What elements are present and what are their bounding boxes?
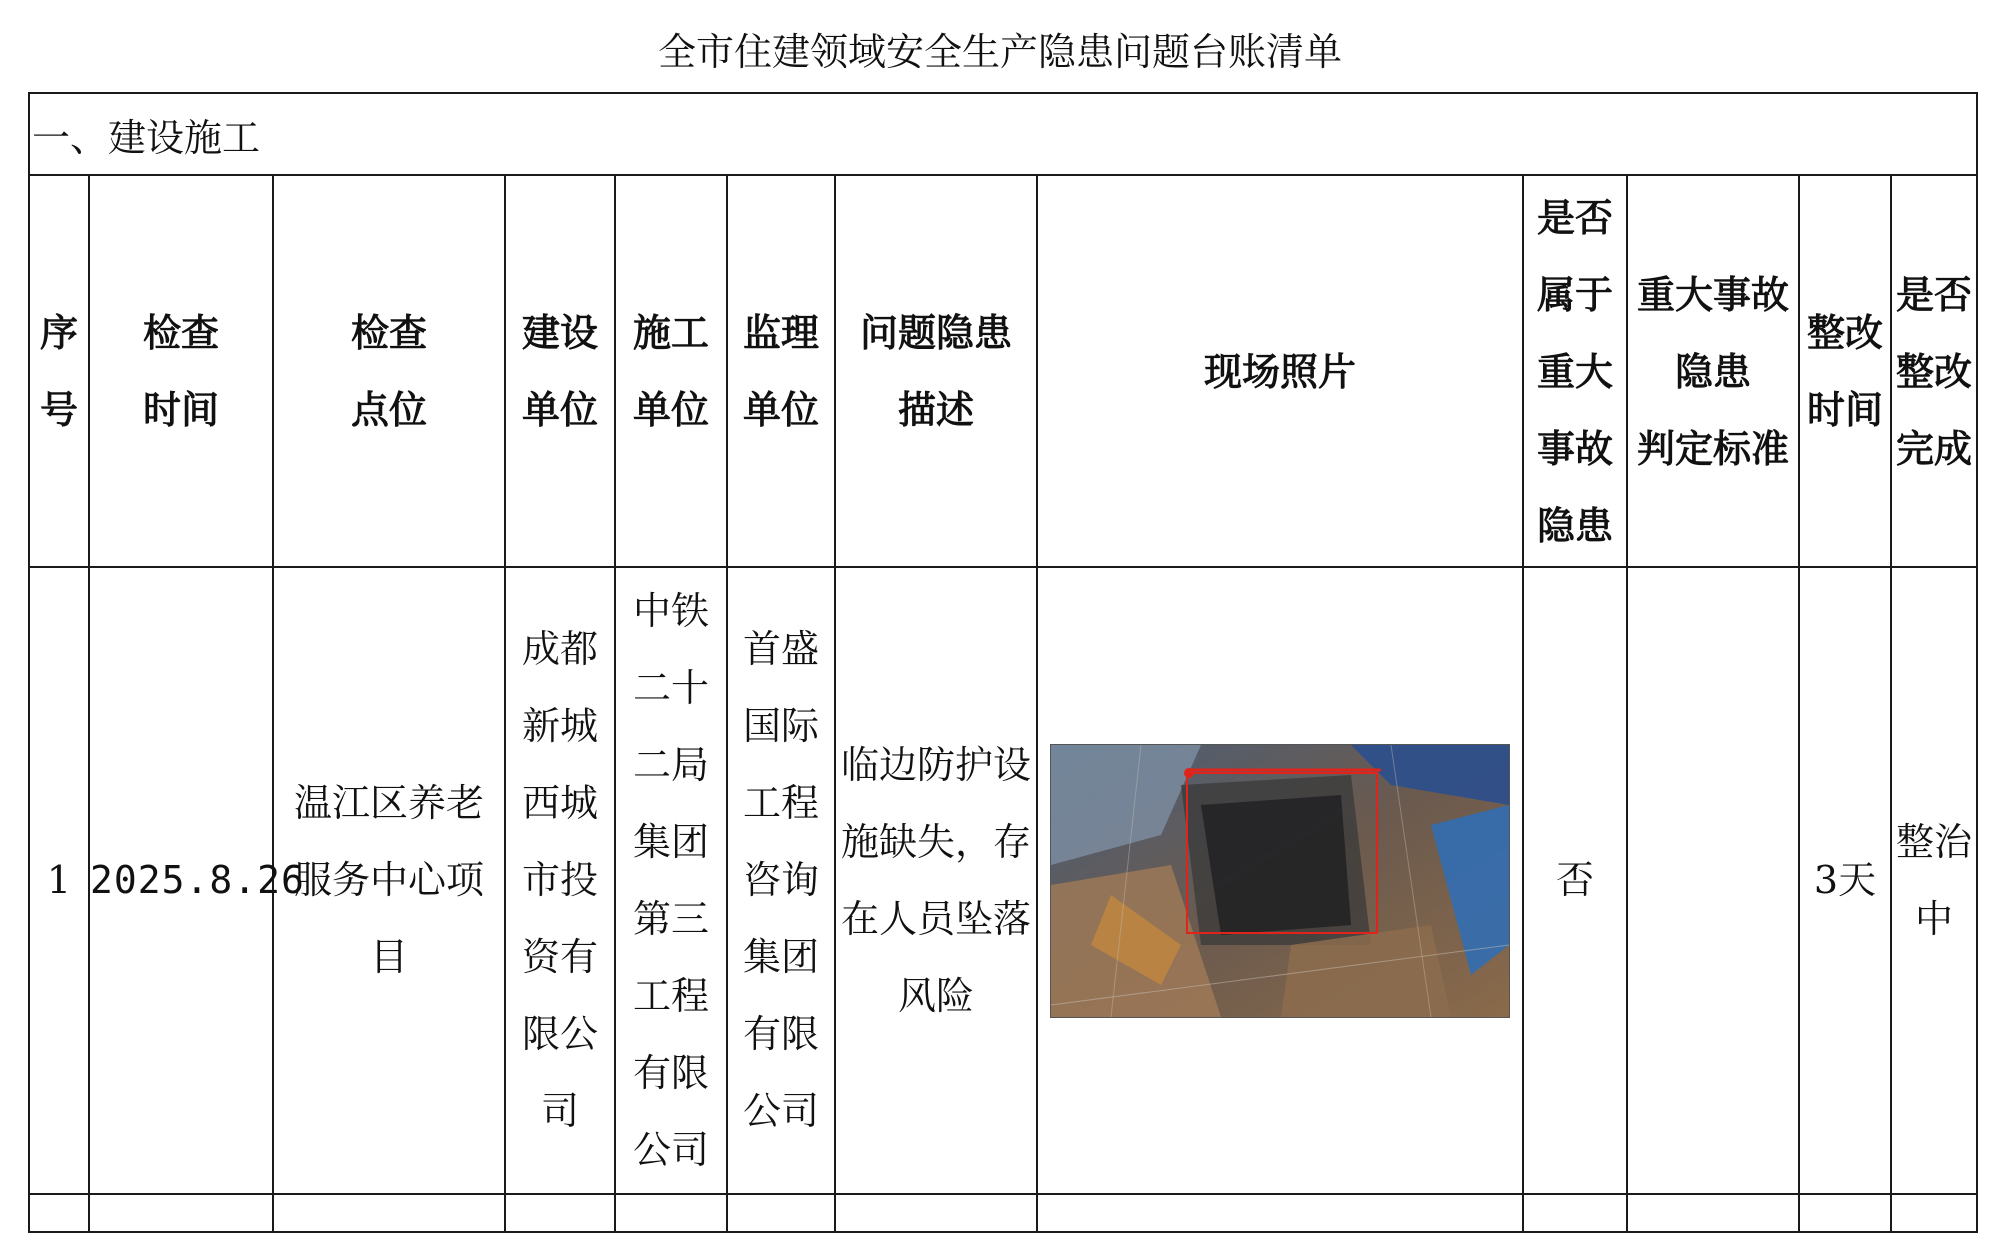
cell-check-location: 温江区养老 服务中心项 目 — [273, 567, 505, 1194]
cell-rectify-time: 3天 — [1799, 567, 1891, 1194]
header-seq: 序 号 — [29, 175, 89, 567]
cell-supervisor: 首盛 国际 工程 咨询 集团 有限 公司 — [727, 567, 835, 1194]
cell-completed: 整治 中 — [1891, 567, 1977, 1194]
cell-photo — [1037, 567, 1523, 1194]
header-completed: 是否 整改 完成 — [1891, 175, 1977, 567]
cell-builder: 成都 新城 西城 市投 资有 限公 司 — [505, 567, 615, 1194]
cell-is-major: 否 — [1523, 567, 1627, 1194]
header-check-location: 检查 点位 — [273, 175, 505, 567]
header-major-standard: 重大事故 隐患 判定标准 — [1627, 175, 1799, 567]
cell-description: 临边防护设 施缺失，存 在人员坠落 风险 — [835, 567, 1037, 1194]
cell-major-standard — [1627, 567, 1799, 1194]
header-contractor: 施工 单位 — [615, 175, 727, 567]
cell-seq: 1 — [29, 567, 89, 1194]
header-supervisor: 监理 单位 — [727, 175, 835, 567]
header-rectify-time: 整改 时间 — [1799, 175, 1891, 567]
header-description: 问题隐患 描述 — [835, 175, 1037, 567]
header-row — [29, 175, 1977, 567]
header-photo: 现场照片 — [1037, 175, 1523, 567]
hazard-ledger-table — [28, 92, 1978, 1233]
document-title: 全市住建领域安全生产隐患问题台账清单 — [657, 30, 1342, 74]
cell-contractor: 中铁 二十 二局 集团 第三 工程 有限 公司 — [615, 567, 727, 1194]
cell-check-time: 2025.8.26 — [89, 567, 273, 1194]
table-row — [29, 567, 1977, 1194]
table-row-next-partial — [29, 1194, 1977, 1232]
section-row — [29, 93, 1977, 175]
header-check-time: 检查 时间 — [89, 175, 273, 567]
header-builder: 建设 单位 — [505, 175, 615, 567]
header-is-major: 是否 属于 重大 事故 隐患 — [1523, 175, 1627, 567]
construction-site-photo — [1050, 744, 1510, 1018]
section-title: 一、建设施工 — [29, 93, 1977, 175]
